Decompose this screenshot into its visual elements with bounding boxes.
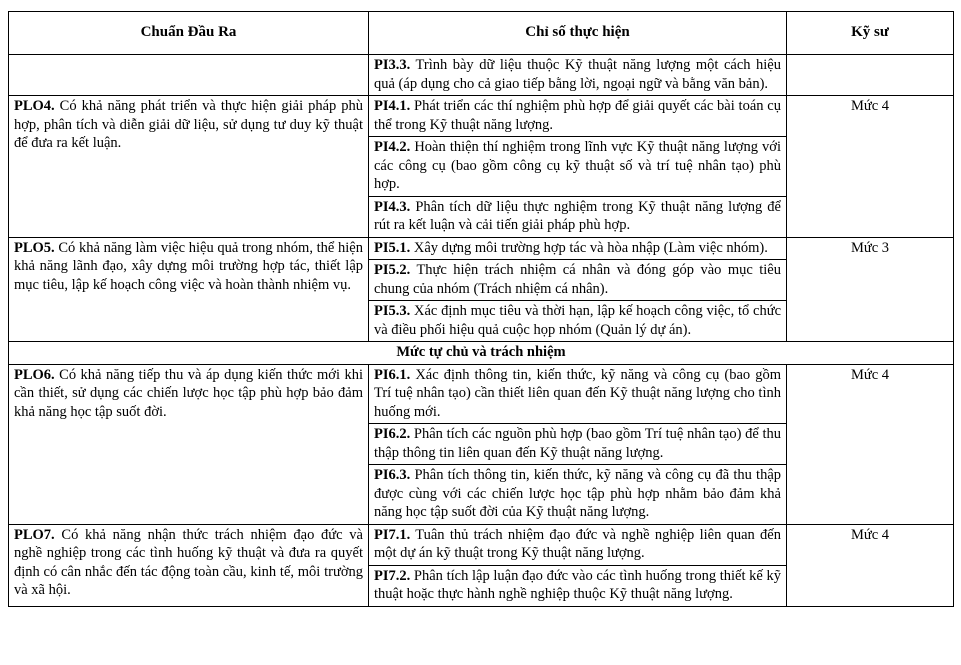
header-chi-so-thuc-hien: Chỉ số thực hiện [369, 12, 787, 55]
plo-cell-plo5 [9, 237, 369, 342]
pi-text: Trình bày dữ liệu thuộc Kỹ thuật năng lượng một cách hiệu quả (áp dụng cho cả giao tiếp bằng lời, ngoại ngữ và bằng văn bản). [374, 57, 781, 92]
pi-text: Phân tích thông tin, kiến thức, kỹ năng và công cụ đã thu thập được cùng với các chiến lược học tập phù hợp nhằm bảo đảm khả năng học tập suốt đời của Kỹ thuật năng lượng. [374, 467, 782, 520]
pi-code: PI5.2. [374, 262, 411, 278]
row-pi5-1 [9, 237, 954, 260]
pi-cell-pi7-2 [369, 565, 787, 606]
plo-code: PLO5. [14, 239, 55, 256]
plo-cell-plo7 [9, 524, 369, 606]
header-row [9, 12, 954, 55]
level-cell-plo4: Mức 4 [787, 96, 954, 238]
pi-cell-pi5-3 [369, 301, 787, 342]
header-ky-su: Kỹ sư [787, 12, 954, 55]
pi-cell-pi6-1 [369, 364, 787, 424]
pi-text: Phân tích dữ liệu thực nghiệm trong Kỹ thuật năng lượng để rút ra kết luận và cải tiến giải pháp phù hợp. [374, 198, 781, 233]
empty-level-cell [787, 55, 954, 96]
pi-cell-pi4-1 [369, 96, 787, 137]
plo-text: Có khả năng phát triển và thực hiện giải pháp phù hợp, phân tích và diễn giải dữ liệu, sử dụng tư duy kỹ thuật để đưa ra kết luận. [14, 98, 363, 151]
pi-text: Xác định thông tin, kiến thức, kỹ năng và công cụ (bao gồm Trí tuệ nhân tạo) cần thiết liên quan đến Kỹ thuật năng lượng cho tình huống mới. [374, 366, 782, 420]
pi-cell-pi4-2 [369, 137, 787, 197]
pi-text: Xây dựng môi trường hợp tác và hòa nhập (Làm việc nhóm). [413, 239, 768, 256]
pi-code: PI6.2. [374, 426, 411, 442]
pi-text: Xác định mục tiêu và thời hạn, lập kế hoạch công việc, tổ chức và điều phối hiệu quả cuộc họp nhóm (Quản lý dự án). [374, 303, 781, 338]
pi-cell-pi5-1 [369, 237, 787, 260]
header-chuan-dau-ra: Chuẩn Đầu Ra [9, 12, 369, 55]
pi-cell-pi6-3 [369, 465, 787, 525]
plo-code: PLO6. [14, 366, 55, 383]
pi-code: PI3.3. [374, 57, 411, 73]
pi-code: PI6.1. [374, 366, 411, 383]
pi-text: Phân tích lập luận đạo đức vào các tình huống trong thiết kế kỹ thuật hoặc thực hành nghề nghiệp thuộc Kỹ thuật năng lượng. [374, 567, 781, 602]
row-pi6-1 [9, 364, 954, 424]
pi-cell-pi7-1 [369, 524, 787, 565]
pi-code: PI4.2. [374, 139, 411, 155]
section-row [9, 342, 954, 365]
row-pi4-1 [9, 96, 954, 137]
plo-cell-plo6 [9, 364, 369, 524]
pi-code: PI4.3. [374, 198, 411, 215]
plo-text: Có khả năng làm việc hiệu quả trong nhóm, thể hiện khả năng lãnh đạo, xây dựng môi trường hợp tác, thiết lập mục tiêu, lập kế hoạch công việc và hoàn thành nhiệm vụ. [14, 239, 363, 293]
pi-cell-pi6-2 [369, 424, 787, 465]
level-cell-plo7: Mức 4 [787, 524, 954, 606]
section-heading: Mức tự chủ và trách nhiệm [9, 342, 954, 365]
plo-text: Có khả năng tiếp thu và áp dụng kiến thức mới khi cần thiết, sử dụng các chiến lược học tập phù hợp bảo đảm khả năng học tập suốt đời. [14, 366, 363, 420]
empty-plo-cell [9, 55, 369, 96]
plo-cell-plo4 [9, 96, 369, 238]
pi-text: Phát triển các thí nghiệm phù hợp để giải quyết các bài toán cụ thể trong Kỹ thuật năng lượng. [374, 98, 781, 133]
pi-cell-pi4-3 [369, 196, 787, 237]
plo-code: PLO7. [14, 526, 55, 543]
row-pi3-3 [9, 55, 954, 96]
pi-code: PI5.1. [374, 239, 411, 256]
pi-text: Hoàn thiện thí nghiệm trong lĩnh vực Kỹ thuật năng lượng với các công cụ (bao gồm công cụ kỹ thuật số và trí tuệ nhân tạo) phù hợp. [374, 139, 781, 192]
pi-code: PI7.1. [374, 526, 411, 543]
pi-cell-pi5-2 [369, 260, 787, 301]
pi-cell-pi3-3 [369, 55, 787, 96]
level-cell-plo6: Mức 4 [787, 364, 954, 524]
plo-code: PLO4. [14, 98, 55, 114]
learning-outcomes-table [8, 11, 954, 607]
pi-code: PI4.1. [374, 98, 411, 114]
pi-text: Phân tích các nguồn phù hợp (bao gồm Trí tuệ nhân tạo) để thu thập thông tin liên quan đến Kỹ thuật năng lượng. [374, 426, 781, 461]
pi-code: PI5.3. [374, 303, 411, 319]
row-pi7-1 [9, 524, 954, 565]
level-cell-plo5: Mức 3 [787, 237, 954, 342]
pi-code: PI6.3. [374, 467, 411, 483]
plo-text: Có khả năng nhận thức trách nhiệm đạo đức và nghề nghiệp trong các tình huống kỹ thuật và đưa ra quyết định có cân nhắc đến tác động toàn cầu, kinh tế, môi trường và xã hội. [14, 526, 363, 598]
pi-code: PI7.2. [374, 567, 411, 584]
pi-text: Thực hiện trách nhiệm cá nhân và đóng góp vào mục tiêu chung của nhóm (Trách nhiệm cá nhân). [374, 262, 781, 297]
pi-text: Tuân thủ trách nhiệm đạo đức và nghề nghiệp liên quan đến một dự án kỹ thuật trong Kỹ thuật năng lượng. [374, 526, 781, 561]
